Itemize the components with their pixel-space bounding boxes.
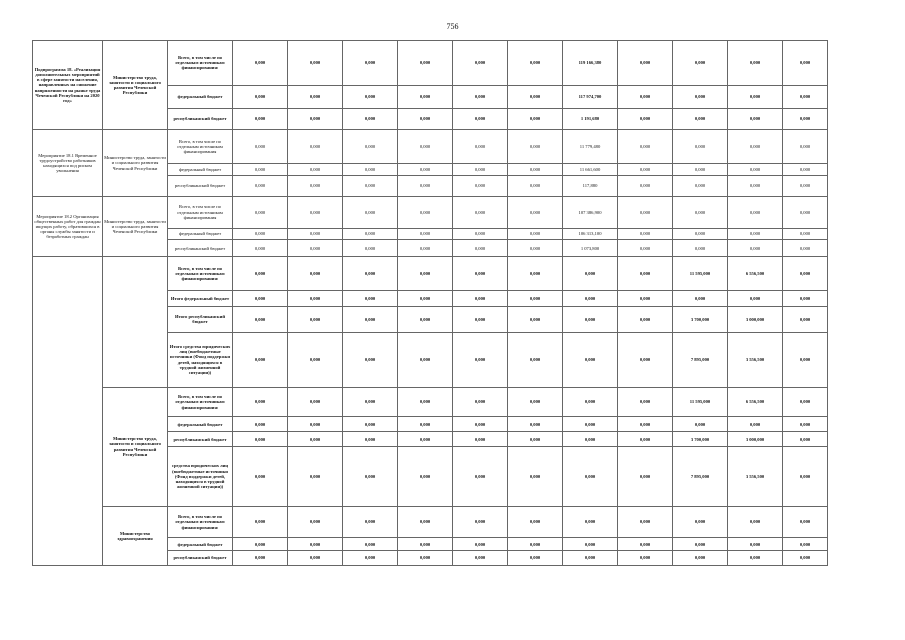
value-cell: 0,000 (783, 332, 828, 387)
value-cell: 0,000 (453, 387, 508, 417)
value-cell: 3 556,500 (728, 332, 783, 387)
value-cell: 0,000 (728, 85, 783, 108)
value-cell: 0,000 (673, 506, 728, 538)
value-cell: 0,000 (288, 506, 343, 538)
value-cell: 0,000 (508, 164, 563, 176)
value-cell: 0,000 (288, 291, 343, 307)
value-cell: 0,000 (728, 228, 783, 240)
value-cell: 0,000 (728, 538, 783, 551)
value-cell: 0,000 (288, 417, 343, 432)
value-cell: 0,000 (288, 551, 343, 566)
value-cell: 3 556,500 (728, 447, 783, 506)
value-cell: 0,000 (508, 387, 563, 417)
value-cell: 0,000 (508, 85, 563, 108)
value-cell: 0,000 (233, 164, 288, 176)
value-cell: 0,000 (343, 130, 398, 164)
value-cell: 0,000 (453, 447, 508, 506)
value-cell: 0,000 (563, 432, 618, 447)
value-cell: 0,000 (618, 291, 673, 307)
funding-source-label: Всего, в том числе по отдельным источникам финансирования: (168, 387, 233, 417)
value-cell: 0,000 (673, 164, 728, 176)
funding-source-label: федеральный бюджет (168, 228, 233, 240)
value-cell: 0,000 (343, 538, 398, 551)
value-cell: 0,000 (233, 432, 288, 447)
funding-source-label: республиканский бюджет (168, 432, 233, 447)
value-cell: 0,000 (618, 432, 673, 447)
table-row (33, 130, 828, 164)
value-cell: 0,000 (728, 41, 783, 86)
value-cell: 0,000 (343, 417, 398, 432)
value-cell: 11 595,000 (673, 387, 728, 417)
value-cell: 0,000 (508, 417, 563, 432)
value-cell: 0,000 (618, 228, 673, 240)
value-cell: 0,000 (288, 240, 343, 257)
value-cell: 0,000 (288, 307, 343, 332)
value-cell: 0,000 (233, 417, 288, 432)
value-cell: 0,000 (728, 196, 783, 228)
value-cell: 0,000 (453, 85, 508, 108)
value-cell: 0,000 (508, 432, 563, 447)
value-cell: 3 000,000 (728, 307, 783, 332)
measure-title: Мероприятие 18.2 Организация общественных работ для граждан ищущих работу, обратившихся в органы службы занятости и безработных граждан (33, 196, 103, 256)
value-cell: 0,000 (453, 108, 508, 129)
funding-source-label: республиканский бюджет (168, 551, 233, 566)
value-cell: 0,000 (453, 307, 508, 332)
value-cell: 0,000 (618, 387, 673, 417)
value-cell: 0,000 (453, 164, 508, 176)
value-cell: 0,000 (728, 108, 783, 129)
value-cell: 0,000 (398, 332, 453, 387)
value-cell: 0,000 (343, 506, 398, 538)
table-body (33, 41, 828, 566)
value-cell: 0,000 (453, 228, 508, 240)
value-cell: 1 073,800 (563, 240, 618, 257)
value-cell: 0,000 (343, 332, 398, 387)
funding-source-label: Итого средства юридических лиц (внебюджетные источники (Фонд поддержки детей, находящихся в трудной жизненной ситуации)) (168, 332, 233, 387)
value-cell: 0,000 (398, 307, 453, 332)
value-cell: 0,000 (508, 240, 563, 257)
value-cell: 0,000 (673, 228, 728, 240)
value-cell: 0,000 (618, 257, 673, 291)
value-cell: 0,000 (343, 432, 398, 447)
value-cell: 0,000 (343, 240, 398, 257)
value-cell: 106 313,100 (563, 228, 618, 240)
value-cell: 0,000 (453, 538, 508, 551)
value-cell: 0,000 (673, 551, 728, 566)
executor-cell: Министерство труда, занятости и социального развития Чеченской Республики (103, 130, 168, 197)
value-cell: 107 386,900 (563, 196, 618, 228)
funding-source-label: средства юридических лиц (внебюджетные источники (Фонд поддержки детей, находящихся в трудной жизненной ситуации)) (168, 447, 233, 506)
value-cell: 0,000 (343, 108, 398, 129)
value-cell: 7 895,000 (673, 447, 728, 506)
value-cell: 0,000 (343, 41, 398, 86)
value-cell: 0,000 (618, 41, 673, 86)
executor-cell: Министерство труда, занятости и социального развития Чеченской Республики (103, 196, 168, 256)
value-cell: 0,000 (233, 41, 288, 86)
value-cell: 0,000 (288, 447, 343, 506)
value-cell: 0,000 (673, 291, 728, 307)
value-cell: 0,000 (618, 240, 673, 257)
value-cell: 0,000 (783, 387, 828, 417)
value-cell: 0,000 (453, 240, 508, 257)
subprogram-title: Подпрограмма 18. «Реализация дополнительных мероприятий в сфере занятости населения, направленных на снижение напряженности на рынке труда Чеченской Республики на 2020 год» (33, 41, 103, 130)
table-row (33, 257, 828, 291)
value-cell: 0,000 (508, 196, 563, 228)
value-cell: 0,000 (233, 447, 288, 506)
value-cell: 0,000 (783, 432, 828, 447)
value-cell: 0,000 (508, 551, 563, 566)
value-cell: 0,000 (453, 196, 508, 228)
value-cell: 0,000 (783, 506, 828, 538)
funding-source-label: федеральный бюджет (168, 85, 233, 108)
value-cell: 0,000 (508, 41, 563, 86)
value-cell: 0,000 (343, 387, 398, 417)
value-cell: 0,000 (233, 108, 288, 129)
value-cell: 0,000 (343, 551, 398, 566)
value-cell: 0,000 (233, 130, 288, 164)
value-cell: 0,000 (398, 240, 453, 257)
value-cell: 0,000 (563, 291, 618, 307)
value-cell: 11 595,000 (673, 257, 728, 291)
value-cell: 0,000 (618, 196, 673, 228)
value-cell: 0,000 (783, 164, 828, 176)
value-cell: 0,000 (673, 417, 728, 432)
value-cell: 3 000,000 (728, 432, 783, 447)
funding-source-label: Всего, в том числе по отдельным источникам финансирования: (168, 257, 233, 291)
executor-cell: Министерство труда, занятости и социального развития Чеченской Республики (103, 387, 168, 506)
value-cell: 0,000 (673, 196, 728, 228)
value-cell: 0,000 (508, 332, 563, 387)
value-cell: 0,000 (728, 417, 783, 432)
measure-title: Мероприятие 18.1 Временное трудоустройство работников находящихся под риском увольнения (33, 130, 103, 197)
funding-source-label: федеральный бюджет (168, 417, 233, 432)
value-cell: 0,000 (453, 432, 508, 447)
value-cell: 0,000 (508, 257, 563, 291)
value-cell: 0,000 (288, 332, 343, 387)
value-cell: 0,000 (453, 417, 508, 432)
value-cell: 0,000 (453, 257, 508, 291)
value-cell: 0,000 (783, 41, 828, 86)
value-cell: 0,000 (783, 538, 828, 551)
value-cell: 0,000 (398, 228, 453, 240)
value-cell: 0,000 (398, 387, 453, 417)
value-cell: 0,000 (233, 506, 288, 538)
funding-source-label: Всего, в том числе по отдельным источникам финансирования (168, 196, 233, 228)
empty-cell (33, 257, 103, 566)
value-cell: 0,000 (398, 175, 453, 196)
value-cell: 0,000 (398, 196, 453, 228)
value-cell: 0,000 (288, 85, 343, 108)
value-cell: 0,000 (783, 196, 828, 228)
empty-cell (103, 257, 168, 387)
value-cell: 0,000 (728, 175, 783, 196)
value-cell: 3 700,000 (673, 307, 728, 332)
value-cell: 0,000 (453, 506, 508, 538)
value-cell: 0,000 (233, 85, 288, 108)
value-cell: 0,000 (233, 538, 288, 551)
value-cell: 0,000 (398, 551, 453, 566)
value-cell: 0,000 (563, 551, 618, 566)
value-cell: 0,000 (783, 417, 828, 432)
value-cell: 7 895,000 (673, 332, 728, 387)
table-row (33, 387, 828, 417)
value-cell: 0,000 (288, 196, 343, 228)
value-cell: 0,000 (343, 307, 398, 332)
value-cell: 0,000 (343, 291, 398, 307)
value-cell: 0,000 (398, 291, 453, 307)
funding-source-label: Всего, в том числе по отдельным источникам финансирования: (168, 506, 233, 538)
value-cell: 11 661,600 (563, 164, 618, 176)
value-cell: 0,000 (398, 108, 453, 129)
value-cell: 0,000 (343, 175, 398, 196)
value-cell: 0,000 (673, 85, 728, 108)
funding-source-label: республиканский бюджет (168, 108, 233, 129)
value-cell: 6 556,500 (728, 387, 783, 417)
funding-source-label: федеральный бюджет (168, 538, 233, 551)
value-cell: 0,000 (618, 506, 673, 538)
value-cell: 0,000 (728, 130, 783, 164)
value-cell: 0,000 (288, 538, 343, 551)
value-cell: 0,000 (398, 417, 453, 432)
value-cell: 0,000 (398, 447, 453, 506)
value-cell: 0,000 (618, 175, 673, 196)
executor-cell: Министерство здравоохранения (103, 506, 168, 566)
value-cell: 0,000 (453, 130, 508, 164)
value-cell: 0,000 (783, 108, 828, 129)
value-cell: 0,000 (673, 108, 728, 129)
funding-source-label: Итого федеральный бюджет (168, 291, 233, 307)
value-cell: 0,000 (508, 228, 563, 240)
value-cell: 0,000 (508, 130, 563, 164)
value-cell: 0,000 (233, 332, 288, 387)
value-cell: 0,000 (618, 417, 673, 432)
value-cell: 0,000 (233, 257, 288, 291)
value-cell: 0,000 (728, 551, 783, 566)
value-cell: 0,000 (288, 108, 343, 129)
value-cell: 0,000 (618, 538, 673, 551)
table-row (33, 506, 828, 538)
value-cell: 0,000 (673, 175, 728, 196)
value-cell: 0,000 (728, 240, 783, 257)
value-cell: 0,000 (618, 164, 673, 176)
value-cell: 1 191,680 (563, 108, 618, 129)
value-cell: 0,000 (618, 307, 673, 332)
value-cell: 0,000 (398, 538, 453, 551)
value-cell: 0,000 (783, 175, 828, 196)
table-row (33, 196, 828, 228)
value-cell: 0,000 (398, 257, 453, 291)
value-cell: 0,000 (618, 551, 673, 566)
value-cell: 0,000 (563, 387, 618, 417)
executor-cell: Министерство труда, занятости и социального развития Чеченской Республики (103, 41, 168, 130)
value-cell: 6 556,500 (728, 257, 783, 291)
value-cell: 0,000 (233, 291, 288, 307)
value-cell: 0,000 (728, 164, 783, 176)
budget-table (32, 40, 828, 566)
funding-source-label: республиканский бюджет (168, 175, 233, 196)
value-cell: 0,000 (728, 506, 783, 538)
value-cell: 0,000 (398, 164, 453, 176)
funding-source-label: федеральный бюджет (168, 164, 233, 176)
value-cell: 0,000 (233, 387, 288, 417)
value-cell: 0,000 (563, 538, 618, 551)
value-cell: 0,000 (508, 291, 563, 307)
value-cell: 0,000 (673, 538, 728, 551)
value-cell: 0,000 (783, 257, 828, 291)
value-cell: 0,000 (288, 41, 343, 86)
value-cell: 0,000 (783, 447, 828, 506)
value-cell: 0,000 (563, 506, 618, 538)
value-cell: 0,000 (398, 41, 453, 86)
value-cell: 0,000 (288, 175, 343, 196)
value-cell: 0,000 (398, 130, 453, 164)
value-cell: 0,000 (618, 85, 673, 108)
value-cell: 0,000 (343, 447, 398, 506)
value-cell: 0,000 (453, 175, 508, 196)
value-cell: 11 779,480 (563, 130, 618, 164)
value-cell: 0,000 (618, 130, 673, 164)
value-cell: 119 166,380 (563, 41, 618, 86)
value-cell: 0,000 (783, 551, 828, 566)
funding-source-label: Итого республиканский бюджет (168, 307, 233, 332)
value-cell: 0,000 (673, 240, 728, 257)
value-cell: 0,000 (233, 551, 288, 566)
value-cell: 0,000 (453, 41, 508, 86)
value-cell: 0,000 (563, 447, 618, 506)
value-cell: 0,000 (288, 387, 343, 417)
value-cell: 0,000 (783, 130, 828, 164)
value-cell: 0,000 (288, 228, 343, 240)
value-cell: 0,000 (398, 506, 453, 538)
value-cell: 0,000 (453, 291, 508, 307)
value-cell: 0,000 (673, 130, 728, 164)
value-cell: 0,000 (508, 307, 563, 332)
value-cell: 0,000 (398, 432, 453, 447)
value-cell: 0,000 (233, 175, 288, 196)
funding-source-label: республиканский бюджет (168, 240, 233, 257)
value-cell: 0,000 (618, 447, 673, 506)
value-cell: 0,000 (233, 228, 288, 240)
value-cell: 0,000 (343, 196, 398, 228)
value-cell: 117,880 (563, 175, 618, 196)
value-cell: 0,000 (563, 257, 618, 291)
value-cell: 0,000 (783, 85, 828, 108)
value-cell: 117 974,700 (563, 85, 618, 108)
value-cell: 0,000 (398, 85, 453, 108)
value-cell: 0,000 (673, 41, 728, 86)
value-cell: 0,000 (343, 228, 398, 240)
value-cell: 0,000 (508, 175, 563, 196)
page-number: 756 (446, 22, 459, 31)
value-cell: 0,000 (233, 307, 288, 332)
value-cell: 0,000 (233, 240, 288, 257)
value-cell: 0,000 (233, 196, 288, 228)
value-cell: 0,000 (728, 291, 783, 307)
value-cell: 0,000 (288, 164, 343, 176)
value-cell: 0,000 (343, 257, 398, 291)
value-cell: 0,000 (618, 108, 673, 129)
value-cell: 0,000 (783, 291, 828, 307)
funding-source-label: Всего, в том числе по отдельным источникам финансирования: (168, 41, 233, 86)
value-cell: 0,000 (508, 447, 563, 506)
value-cell: 0,000 (563, 307, 618, 332)
funding-source-label: Всего, в том числе по отдельным источникам финансирования (168, 130, 233, 164)
value-cell: 0,000 (288, 432, 343, 447)
value-cell: 3 700,000 (673, 432, 728, 447)
value-cell: 0,000 (563, 332, 618, 387)
value-cell: 0,000 (343, 85, 398, 108)
value-cell: 0,000 (508, 506, 563, 538)
value-cell: 0,000 (508, 108, 563, 129)
value-cell: 0,000 (453, 551, 508, 566)
value-cell: 0,000 (783, 240, 828, 257)
value-cell: 0,000 (288, 130, 343, 164)
table-row (33, 41, 828, 86)
value-cell: 0,000 (453, 332, 508, 387)
value-cell: 0,000 (343, 164, 398, 176)
value-cell: 0,000 (288, 257, 343, 291)
value-cell: 0,000 (783, 307, 828, 332)
value-cell: 0,000 (783, 228, 828, 240)
value-cell: 0,000 (618, 332, 673, 387)
value-cell: 0,000 (508, 538, 563, 551)
value-cell: 0,000 (563, 417, 618, 432)
